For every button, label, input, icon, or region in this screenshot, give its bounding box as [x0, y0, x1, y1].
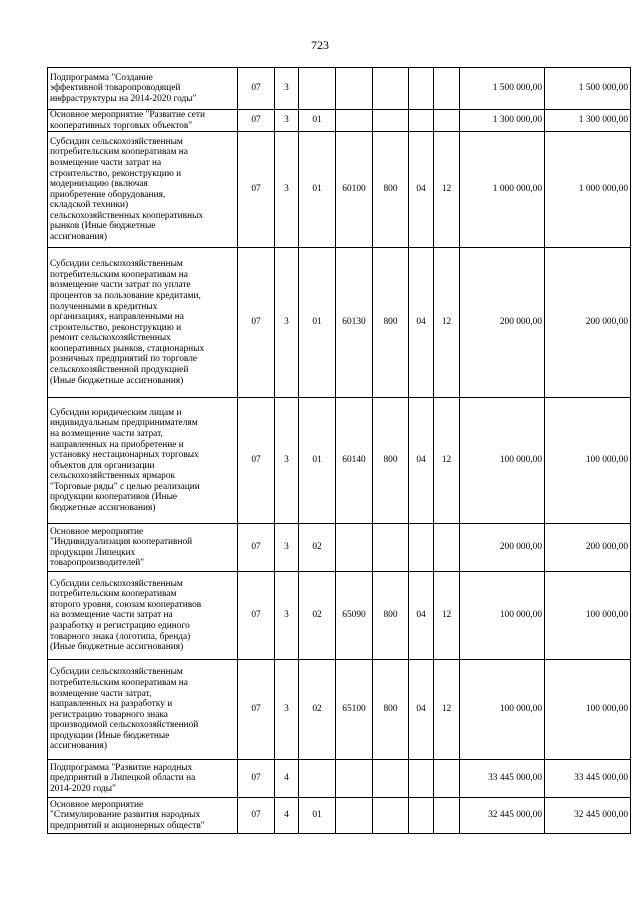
row-description — [48, 572, 238, 660]
amount-year-2: 1 300 000,00 — [545, 110, 631, 132]
description-line: потребительским кооперативам на — [50, 147, 188, 158]
code-ministry: 07 — [238, 398, 275, 524]
code-program: 3 — [275, 132, 299, 248]
description-line: продукции кооперативов (Иные — [50, 492, 178, 503]
description-line: Основное мероприятие — [50, 799, 144, 810]
amount-year-2: 1 500 000,00 — [545, 68, 631, 110]
code-program: 3 — [275, 524, 299, 572]
code-expense-type — [373, 798, 409, 834]
description-line: второго уровня, союзам кооперативов — [50, 599, 202, 610]
description-line: Субсидии сельскохозяйственным — [50, 667, 183, 678]
description-line: Основное мероприятие — [50, 526, 144, 537]
row-description — [48, 760, 238, 798]
code-expense-type: 800 — [373, 248, 409, 398]
amount-year-2: 200 000,00 — [545, 524, 631, 572]
description-line: приобретение оборудования, — [50, 189, 166, 200]
code-subsection — [434, 68, 460, 110]
code-expense-type — [373, 110, 409, 132]
row-description — [48, 398, 238, 524]
description-line: потребительским кооперативам — [50, 589, 177, 600]
description-line: направленных на приобретение и — [50, 439, 184, 450]
code-activity: 01 — [299, 110, 336, 132]
description-line: инфраструктуры на 2014-2020 годы" — [50, 93, 197, 104]
description-line: полученными в кредитных — [50, 301, 158, 312]
code-subsection: 12 — [434, 572, 460, 660]
budget-table — [47, 67, 631, 834]
code-direction: 65100 — [336, 660, 373, 760]
amount-year-2: 100 000,00 — [545, 572, 631, 660]
description-line: розничных предприятий по торговле — [50, 354, 198, 365]
amount-year-2: 33 445 000,00 — [545, 760, 631, 798]
description-line: на возмещение части затрат, — [50, 428, 163, 439]
description-line: (Иные бюджетные ассигнования) — [50, 375, 184, 386]
code-program: 3 — [275, 572, 299, 660]
table-row — [48, 248, 631, 398]
code-ministry: 07 — [238, 68, 275, 110]
description-line: продукции (Иные бюджетные — [50, 730, 170, 741]
code-subsection: 12 — [434, 132, 460, 248]
description-line: кооперативных рынков, стационарных — [50, 343, 205, 354]
row-description — [48, 68, 238, 110]
amount-year-1: 33 445 000,00 — [460, 760, 545, 798]
code-expense-type — [373, 68, 409, 110]
code-expense-type: 800 — [373, 398, 409, 524]
description-line: Субсидии юридическим лицам и — [50, 407, 182, 418]
code-section — [409, 110, 434, 132]
description-line: товаропроизводителей" — [50, 558, 145, 569]
code-ministry: 07 — [238, 798, 275, 834]
description-line: (Иные бюджетные ассигнования) — [50, 642, 184, 653]
amount-year-1: 1 300 000,00 — [460, 110, 545, 132]
code-program: 3 — [275, 660, 299, 760]
code-ministry: 07 — [238, 572, 275, 660]
code-section — [409, 760, 434, 798]
table-row — [48, 760, 631, 798]
description-line: складской техники) — [50, 200, 129, 211]
description-line: продукции Липецких — [50, 547, 136, 558]
description-line: Основное мероприятие "Развитие сети — [50, 110, 206, 120]
amount-year-1: 200 000,00 — [460, 248, 545, 398]
code-ministry: 07 — [238, 132, 275, 248]
table-row — [48, 132, 631, 248]
code-direction — [336, 798, 373, 834]
code-direction — [336, 760, 373, 798]
description-line: возмещение части затрат на — [50, 157, 162, 168]
description-line: эффективной товаропроводящей — [50, 83, 181, 94]
description-line: строительство, реконструкцию и — [50, 322, 182, 333]
description-line: ассигнования) — [50, 741, 107, 752]
description-line: сельскохозяйственной продукцией — [50, 365, 189, 376]
description-line: возмещение части затрат по уплате — [50, 280, 191, 291]
table-row — [48, 68, 631, 110]
code-section: 04 — [409, 660, 434, 760]
description-line: ассигнования) — [50, 232, 107, 243]
table-row — [48, 110, 631, 132]
description-line: бюджетные ассигнования) — [50, 503, 156, 514]
code-ministry: 07 — [238, 110, 275, 132]
description-line: сельскохозяйственных ярмарок — [50, 471, 176, 482]
description-line: регистрацию товарного знака — [50, 709, 168, 720]
description-line: 2014-2020 годы" — [50, 783, 116, 794]
code-program: 3 — [275, 248, 299, 398]
description-line: Субсидии сельскохозяйственным — [50, 578, 183, 589]
code-section: 04 — [409, 132, 434, 248]
code-activity: 01 — [299, 132, 336, 248]
description-line: Подпрограмма "Создание — [50, 72, 153, 83]
amount-year-1: 100 000,00 — [460, 660, 545, 760]
description-line: товарного знака (логотипа, бренда) — [50, 631, 191, 642]
description-line: Подпрограмма "Развитие народных — [50, 762, 193, 773]
row-description — [48, 248, 238, 398]
code-ministry: 07 — [238, 760, 275, 798]
table-row — [48, 660, 631, 760]
description-line: разработку и регистрацию единого — [50, 620, 190, 631]
code-ministry: 07 — [238, 660, 275, 760]
code-expense-type — [373, 524, 409, 572]
description-line: Субсидии сельскохозяйственным — [50, 136, 183, 147]
code-subsection — [434, 524, 460, 572]
page-number: 723 — [311, 38, 329, 52]
description-line: объектов для организации — [50, 460, 155, 471]
description-line: производимой сельскохозяйственной — [50, 720, 199, 731]
code-subsection — [434, 760, 460, 798]
code-subsection: 12 — [434, 398, 460, 524]
amount-year-1: 1 500 000,00 — [460, 68, 545, 110]
code-activity: 01 — [299, 398, 336, 524]
description-line: направленных на разработку и — [50, 699, 173, 710]
amount-year-2: 32 445 000,00 — [545, 798, 631, 834]
description-line: Субсидии сельскохозяйственным — [50, 259, 183, 270]
amount-year-1: 200 000,00 — [460, 524, 545, 572]
description-line: "Торговые ряды" с целью реализации — [50, 481, 200, 492]
code-program: 3 — [275, 398, 299, 524]
description-line: предприятий и акционерных обществ" — [50, 820, 205, 831]
description-line: на возмещение части затрат на — [50, 610, 173, 621]
code-activity: 01 — [299, 798, 336, 834]
row-description — [48, 132, 238, 248]
description-line: процентов за пользование кредитами, — [50, 290, 201, 301]
code-direction: 60130 — [336, 248, 373, 398]
code-section — [409, 68, 434, 110]
description-line: рынков (Иные бюджетные — [50, 221, 156, 232]
description-line: организациях, направленными на — [50, 312, 184, 323]
table-row — [48, 524, 631, 572]
amount-year-2: 100 000,00 — [545, 660, 631, 760]
code-section: 04 — [409, 572, 434, 660]
amount-year-1: 100 000,00 — [460, 398, 545, 524]
amount-year-2: 1 000 000,00 — [545, 132, 631, 248]
code-direction — [336, 68, 373, 110]
code-expense-type: 800 — [373, 660, 409, 760]
amount-year-1: 100 000,00 — [460, 572, 545, 660]
description-line: предприятий в Липецкой области на — [50, 773, 196, 784]
code-activity — [299, 760, 336, 798]
description-line: "Индивидуализация кооперативной — [50, 537, 193, 548]
code-program: 3 — [275, 110, 299, 132]
description-line: сельскохозяйственных кооперативных — [50, 210, 204, 221]
amount-year-1: 1 000 000,00 — [460, 132, 545, 248]
code-direction — [336, 110, 373, 132]
code-activity: 01 — [299, 248, 336, 398]
code-section — [409, 798, 434, 834]
code-subsection — [434, 798, 460, 834]
code-direction: 65090 — [336, 572, 373, 660]
table-row — [48, 398, 631, 524]
description-line: потребительским кооперативам на — [50, 269, 188, 280]
table-row — [48, 798, 631, 834]
code-section: 04 — [409, 398, 434, 524]
amount-year-1: 32 445 000,00 — [460, 798, 545, 834]
table-row — [48, 572, 631, 660]
code-direction: 60100 — [336, 132, 373, 248]
description-line: потребительским кооперативам на — [50, 677, 188, 688]
code-expense-type: 800 — [373, 572, 409, 660]
description-line: ремонт сельскохозяйственных — [50, 333, 171, 344]
row-description — [48, 660, 238, 760]
amount-year-2: 200 000,00 — [545, 248, 631, 398]
code-subsection: 12 — [434, 660, 460, 760]
description-line: "Стимулирование развития народных — [50, 810, 201, 821]
row-description — [48, 798, 238, 834]
code-program: 3 — [275, 68, 299, 110]
code-subsection — [434, 110, 460, 132]
code-ministry: 07 — [238, 248, 275, 398]
code-activity: 02 — [299, 572, 336, 660]
row-description — [48, 110, 238, 132]
code-activity: 02 — [299, 524, 336, 572]
code-section: 04 — [409, 248, 434, 398]
row-description — [48, 524, 238, 572]
code-section — [409, 524, 434, 572]
description-line: индивидуальным предпринимателям — [50, 418, 198, 429]
code-direction: 60140 — [336, 398, 373, 524]
description-line: установку нестационарных торговых — [50, 450, 199, 461]
code-ministry: 07 — [238, 524, 275, 572]
code-subsection: 12 — [434, 248, 460, 398]
budget-table-body — [48, 68, 631, 834]
code-expense-type: 800 — [373, 132, 409, 248]
code-program: 4 — [275, 760, 299, 798]
amount-year-2: 100 000,00 — [545, 398, 631, 524]
description-line: строительство, реконструкцию и — [50, 168, 182, 179]
description-line: кооперативных торговых объектов" — [50, 120, 193, 131]
description-line: модернизацию (включая — [50, 179, 148, 190]
code-expense-type — [373, 760, 409, 798]
code-activity: 02 — [299, 660, 336, 760]
code-direction — [336, 524, 373, 572]
description-line: возмещение части затрат, — [50, 688, 152, 699]
code-activity — [299, 68, 336, 110]
code-program: 4 — [275, 798, 299, 834]
